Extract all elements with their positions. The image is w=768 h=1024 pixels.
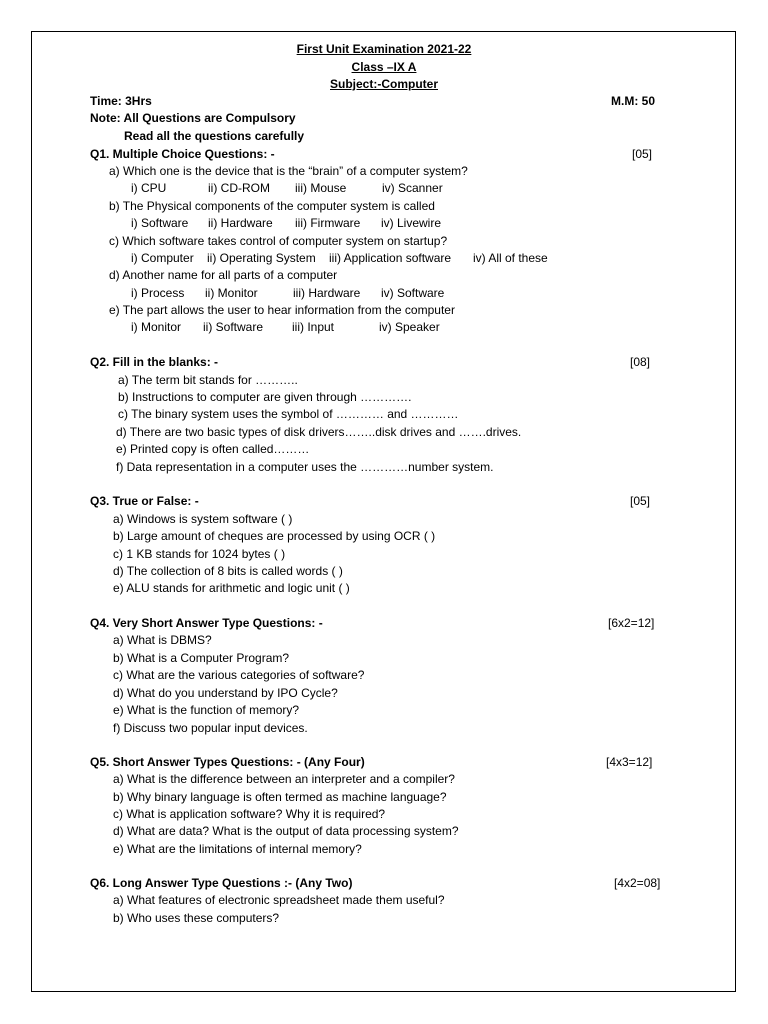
q4-item-e: e) What is the function of memory? — [113, 703, 300, 717]
q2-marks: [08] — [630, 355, 651, 369]
q6-title: Q6. Long Answer Type Questions :- (Any Two) — [90, 876, 353, 890]
q4-item-b: b) What is a Computer Program? — [113, 651, 290, 665]
option: iii) Application software — [329, 251, 452, 265]
q1-item-e: e) The part allows the user to hear information from the computer — [109, 303, 455, 317]
q5-item-e: e) What are the limitations of internal memory? — [113, 842, 362, 856]
q2-item-b: b) Instructions to computer are given through …………. — [118, 390, 412, 404]
option: i) Computer — [131, 251, 194, 265]
option: iii) Hardware — [293, 286, 361, 300]
q3-item-b: b) Large amount of cheques are processed by using OCR ( ) — [113, 529, 436, 543]
q5-item-d: d) What are data? What is the output of data processing system? — [113, 824, 459, 838]
option: ii) Hardware — [208, 216, 273, 230]
q5-item-a: a) What is the difference between an interpreter and a compiler? — [113, 772, 455, 786]
option: iii) Firmware — [295, 216, 361, 230]
option: i) CPU — [131, 181, 167, 195]
q1-title: Q1. Multiple Choice Questions: - — [90, 147, 275, 161]
q1-item-c: c) Which software takes control of computer system on startup? — [109, 234, 448, 248]
subject-label: Subject:-Computer — [330, 77, 438, 91]
option: i) Software — [131, 216, 189, 230]
q6-item-b: b) Who uses these computers? — [113, 911, 280, 925]
time-label: Time: 3Hrs — [90, 94, 152, 108]
q5-title: Q5. Short Answer Types Questions: - (Any Four) — [90, 755, 365, 769]
q2-title: Q2. Fill in the blanks: - — [90, 355, 219, 369]
option: i) Monitor — [131, 320, 182, 334]
option: iv) Livewire — [381, 216, 442, 230]
q6-item-a: a) What features of electronic spreadsheet made them useful? — [113, 893, 445, 907]
q4-item-c: c) What are the various categories of software? — [113, 668, 365, 682]
q3-marks: [05] — [630, 494, 651, 508]
note-compulsory: Note: All Questions are Compulsory — [90, 111, 296, 125]
option: iv) Speaker — [379, 320, 440, 334]
note-read-carefully: Read all the questions carefully — [124, 129, 305, 143]
q5-marks: [4x3=12] — [606, 755, 653, 769]
option: ii) Monitor — [205, 286, 258, 300]
q1-item-a: a) Which one is the device that is the “brain” of a computer system? — [109, 164, 468, 178]
q1-item-d: d) Another name for all parts of a computer — [109, 268, 338, 282]
q3-item-c: c) 1 KB stands for 1024 bytes ( ) — [113, 547, 286, 561]
option: iv) All of these — [473, 251, 548, 265]
q4-item-a: a) What is DBMS? — [113, 633, 212, 647]
class-label: Class –IX A — [351, 60, 417, 74]
q2-item-e: e) Printed copy is often called……… — [116, 442, 310, 456]
q4-marks: [6x2=12] — [608, 616, 655, 630]
q4-title: Q4. Very Short Answer Type Questions: - — [90, 616, 323, 630]
q2-item-c: c) The binary system uses the symbol of ………… and ………… — [118, 407, 459, 421]
q3-item-d: d) The collection of 8 bits is called words ( ) — [113, 564, 343, 578]
option: ii) Software — [203, 320, 264, 334]
q2-item-a: a) The term bit stands for ……….. — [118, 373, 298, 387]
option: iv) Scanner — [382, 181, 443, 195]
option: i) Process — [131, 286, 185, 300]
q3-item-a: a) Windows is system software ( ) — [113, 512, 293, 526]
option: ii) CD-ROM — [208, 181, 270, 195]
option: iv) Software — [381, 286, 445, 300]
q4-item-f: f) Discuss two popular input devices. — [113, 721, 308, 735]
q3-title: Q3. True or False: - — [90, 494, 199, 508]
q2-item-f: f) Data representation in a computer uses the …………number system. — [116, 460, 494, 474]
q3-item-e: e) ALU stands for arithmetic and logic unit ( ) — [113, 581, 350, 595]
max-marks-label: M.M: 50 — [611, 94, 656, 108]
option: iii) Input — [292, 320, 335, 334]
option: iii) Mouse — [295, 181, 347, 195]
q2-item-d: d) There are two basic types of disk drivers……..disk drives and …….drives. — [116, 425, 522, 439]
q4-item-d: d) What do you understand by IPO Cycle? — [113, 686, 338, 700]
q5-item-b: b) Why binary language is often termed as machine language? — [113, 790, 447, 804]
q5-item-c: c) What is application software? Why it is required? — [113, 807, 386, 821]
exam-title: First Unit Examination 2021-22 — [296, 42, 472, 56]
q6-marks: [4x2=08] — [614, 876, 661, 890]
q1-marks: [05] — [632, 147, 653, 161]
q1-item-b: b) The Physical components of the computer system is called — [109, 199, 435, 213]
option: ii) Operating System — [207, 251, 316, 265]
